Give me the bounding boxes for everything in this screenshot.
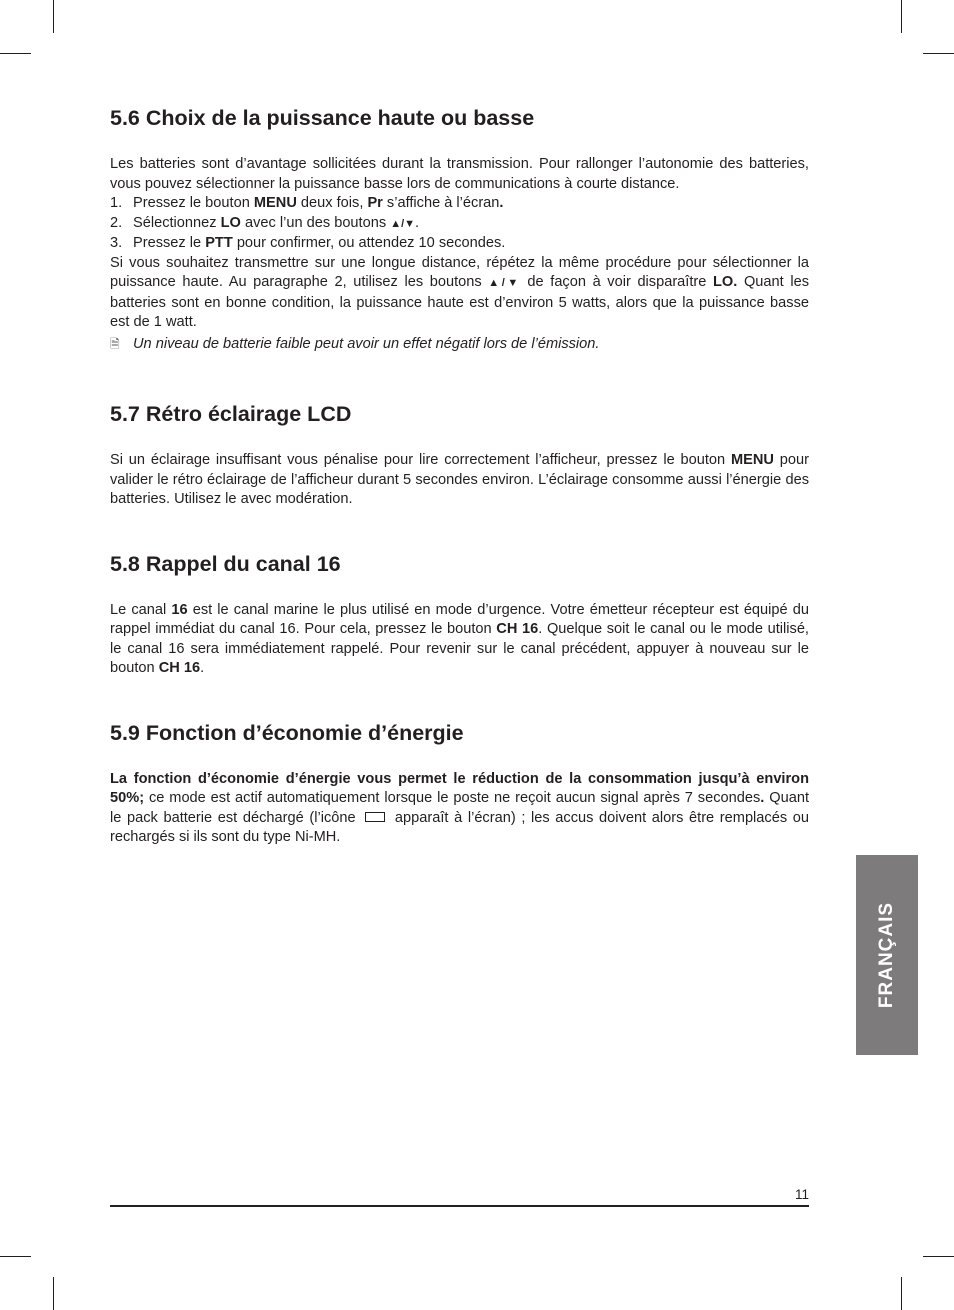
crop-mark xyxy=(0,1256,31,1257)
step-bold: LO xyxy=(220,214,241,231)
section-paragraph xyxy=(110,254,809,333)
step-text: Pressez le bouton xyxy=(133,195,254,211)
section-5-6 xyxy=(110,104,809,354)
crop-mark xyxy=(901,1277,902,1310)
step-number: 1. xyxy=(110,195,123,211)
section-paragraph xyxy=(110,770,809,848)
crop-mark xyxy=(53,1277,54,1310)
crop-mark xyxy=(0,53,31,54)
paragraph-text: est le canal marine le plus utilisé en mode d’urgence. Votre émetteur récepteur est équipé du rappel immédiat du canal 16. Pour cela, pressez le bouton xyxy=(110,601,809,637)
step-item xyxy=(110,194,809,214)
up-down-arrows-icon: ▲/▼ xyxy=(488,277,521,289)
crop-mark xyxy=(53,0,54,33)
battery-empty-icon xyxy=(365,812,385,822)
page-number: 11 xyxy=(794,1187,809,1202)
step-number: 2. xyxy=(110,214,123,231)
step-bold: PTT xyxy=(205,235,233,251)
section-heading: 5.7 Rétro éclairage LCD xyxy=(110,402,352,426)
paragraph-bold: La fonction d’économie d’énergie vous permet le réduction de la consommation jusqu’à environ 50%; xyxy=(110,770,809,806)
paragraph-text: de façon à voir disparaître xyxy=(520,274,714,290)
paragraph-text: apparaît à l’écran) ; les accus doivent alors être remplacés ou rechargés si ils sont du type Ni-MH. xyxy=(110,809,809,845)
paragraph-text: Si un éclairage insuffisant vous pénalise pour lire correctement l’afficheur, pressez le bouton xyxy=(110,452,731,468)
section-paragraph xyxy=(110,601,809,679)
section-heading: 5.9 Fonction d’économie d’énergie xyxy=(110,720,464,745)
steps-list xyxy=(110,194,809,254)
page-content xyxy=(110,104,809,888)
paragraph-bold: MENU xyxy=(730,452,774,468)
paragraph-text: pour valider le rétro éclairage de l’afficheur durant 5 secondes environ. L’éclairage consomme aussi l’énergie des batteries. Utilisez le avec modération. xyxy=(110,452,809,507)
paragraph-text: Le canal xyxy=(110,601,172,618)
paragraph-text: ce mode est actif automatiquement lorsque le poste ne reçoit aucun signal après 7 secondes xyxy=(144,790,761,806)
step-text: s’affiche à l’écran xyxy=(382,195,500,211)
note-icon: 🗎 xyxy=(110,336,120,351)
crop-mark xyxy=(923,1256,954,1257)
step-bold: MENU xyxy=(253,195,297,211)
paragraph-bold: CH 16 xyxy=(496,621,539,637)
note xyxy=(110,335,809,355)
crop-mark xyxy=(923,53,954,54)
language-tab xyxy=(856,855,918,1055)
section-intro: Les batteries sont d’avantage sollicitées durant la transmission. Pour rallonger l’autonomie des batteries, vous pouvez sélectionner la puissance basse lors de communications à courte distance. xyxy=(110,156,809,192)
up-down-arrows-icon: ▲/▼ xyxy=(390,217,416,230)
section-heading: 5.8 Rappel du canal 16 xyxy=(110,551,341,576)
step-bold: Pr xyxy=(367,195,383,211)
section-paragraph xyxy=(110,451,809,510)
section-5-8 xyxy=(110,550,809,679)
paragraph-bold: . xyxy=(760,790,765,806)
note-text: Un niveau de batterie faible peut avoir un effet négatif lors de l’émission. xyxy=(133,335,600,352)
section-heading: 5.6 Choix de la puissance haute ou basse xyxy=(110,106,535,130)
paragraph-bold: CH 16 xyxy=(158,660,201,676)
paragraph-text: Quant les batteries sont en bonne condition, la puissance haute est d’environ 5 watts, alors que la puissance basse est de 1 watt. xyxy=(110,274,809,330)
step-text: avec l’un des boutons xyxy=(240,214,391,231)
paragraph-bold: 16 xyxy=(171,601,188,618)
footer-rule xyxy=(110,1205,809,1207)
paragraph-text: Quant le pack batterie est déchargé (l’icône xyxy=(110,790,809,826)
paragraph-text: . Quelque soit le canal ou le mode utilisé, le canal 16 sera immédiatement rappelé. Pour revenir sur le canal précédent, appuyer à nouveau sur le bouton xyxy=(110,621,809,676)
crop-mark xyxy=(901,0,902,33)
step-number: 3. xyxy=(110,235,123,251)
language-tab-label: FRANÇAIS xyxy=(876,901,898,1009)
step-text: Pressez le xyxy=(133,235,206,251)
step-item xyxy=(110,214,809,235)
step-text: . xyxy=(415,214,420,231)
step-text: Sélectionnez xyxy=(133,214,221,231)
paragraph-text: Si vous souhaitez transmettre sur une longue distance, répétez la même procédure pour sélectionner la puissance haute. Au paragraphe 2, utilisez les boutons xyxy=(110,254,809,290)
step-text: pour confirmer, ou attendez 10 secondes. xyxy=(232,235,506,251)
section-5-7 xyxy=(110,400,809,510)
step-item xyxy=(110,234,809,254)
step-text: deux fois, xyxy=(296,195,368,211)
step-bold: . xyxy=(499,195,504,211)
paragraph-text: . xyxy=(200,660,205,676)
section-5-9 xyxy=(110,719,809,848)
paragraph-bold: LO. xyxy=(713,274,738,290)
